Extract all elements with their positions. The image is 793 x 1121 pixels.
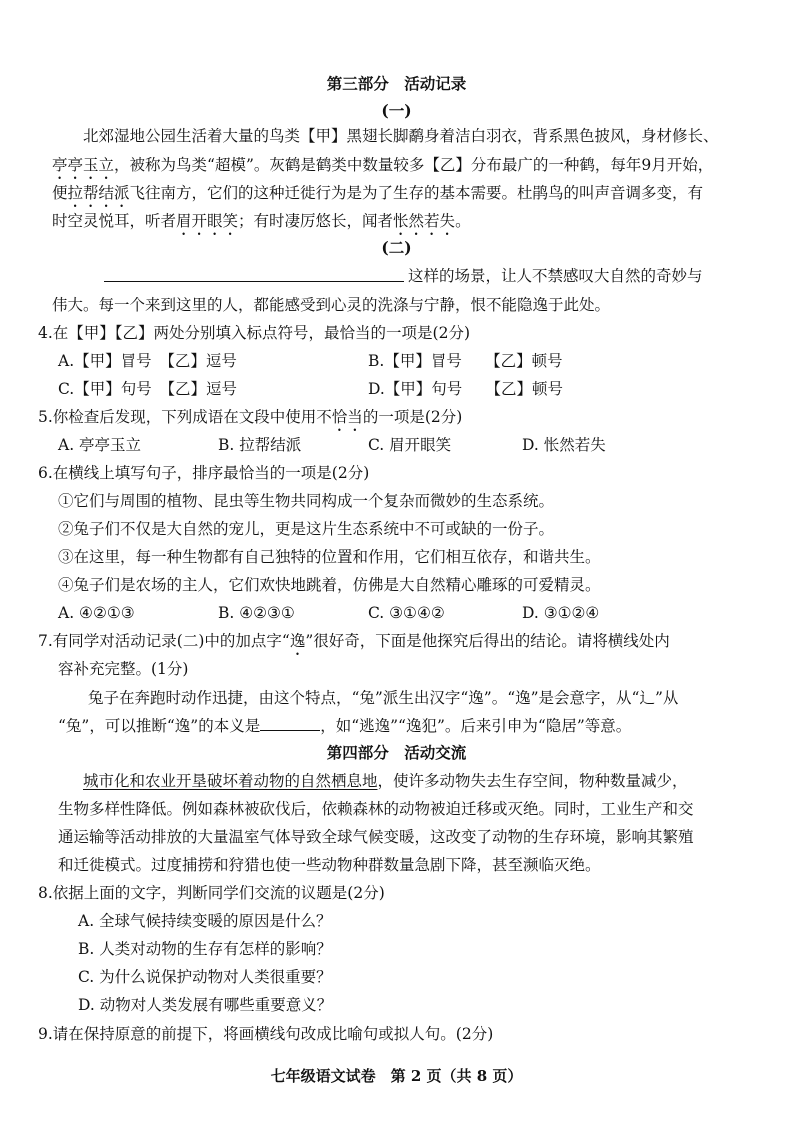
q6-sentence-1: ①它们与周围的植物、昆虫等生物共同构成一个复杂而微妙的生态系统。 (58, 492, 555, 510)
q5-option-b[interactable]: B. 拉帮结派 (218, 436, 302, 454)
q6-option-a[interactable]: A. ④②①③ (58, 604, 135, 622)
q6-sentence-2: ②兔子们不仅是大自然的宠儿，更是这片生态系统中不可或缺的一份子。 (58, 520, 555, 538)
part4-line-4: 和迁徙模式。过度捕捞和狩猎也使一些动物种群数量急剧下降，甚至濒临灭绝。 (58, 856, 601, 874)
q6-option-d[interactable]: D. ③①②④ (522, 604, 600, 622)
q8-option-b[interactable]: B. 人类对动物的生存有怎样的影响？ (78, 940, 332, 958)
q7-answer-blank[interactable] (260, 716, 320, 731)
q8-option-d[interactable]: D. 动物对人类发展有哪些重要意义？ (78, 996, 333, 1014)
q4-option-b[interactable]: B.【甲】冒号 【乙】顿号 (368, 352, 563, 370)
part4-title: 第四部分 活动交流 (326, 743, 467, 762)
q5-option-a[interactable]: A. 亭亭玉立 (58, 436, 142, 454)
passage-one-line-2: 亭亭玉立，被称为鸟类“超模”。灰鹤是鹤类中数量较多【乙】分布最广的一种鹤，每年9月开始， (52, 156, 714, 174)
q6-option-c[interactable]: C. ③①④② (368, 604, 445, 622)
passage-one-line-1: 北郊湿地公园生活着大量的鸟类【甲】黑翅长脚鹬身着洁白羽衣，背系黑色披风，身材修长、 (83, 127, 719, 145)
idiom-meikai: 眉开眼笑 (176, 212, 239, 230)
q4-option-a[interactable]: A.【甲】冒号 【乙】逗号 (58, 352, 237, 370)
q5-option-c[interactable]: C. 眉开眼笑 (368, 436, 452, 454)
passage-two-line-2: 伟大。每一个来到这里的人，都能感受到心灵的洗涤与宁静，恨不能隐逸于此处。 (52, 296, 611, 314)
q6-stem: 6.在横线上填写句子，排序最恰当的一项是(2分) (38, 464, 370, 482)
passage-one-line-3: 便拉帮结派飞往南方，它们的这种迁徙行为是为了生存的基本需要。杜鹃鸟的叫声音调多变，有 (52, 184, 704, 202)
q5-option-d[interactable]: D. 怅然若失 (522, 436, 606, 454)
q7-body-line-2: “兔”，可以推断“逸”的本义是 ，如“逃逸”“逸犯”。后来引申为“隐居”等意。 (58, 717, 632, 735)
q8-stem: 8.依据上面的文字，判断同学们交流的议题是(2分) (38, 884, 385, 902)
part4-line-1: 城市化和农业开垦破坏着动物的自然栖息地，使许多动物失去生存空间，物种数量减少， (83, 772, 688, 790)
passage-two-line-1: 这样的场景，让人不禁感叹大自然的奇妙与 (408, 267, 703, 285)
fill-in-blank-line[interactable] (104, 267, 404, 282)
idiom-tingting: 亭亭玉立 (52, 156, 115, 174)
q7-stem: 7.有同学对活动记录(二)中的加点字“逸”很好奇，下面是他探究后得出的结论。请将横线处内 (38, 632, 670, 650)
part4-line-3: 通运输等活动排放的大量温室气体导致全球气候变暖，这改变了动物的生存环境，影响其繁殖 (58, 828, 694, 846)
q6-sentence-4: ④兔子们是农场的主人，它们欢快地跳着，仿佛是大自然精心雕琢的可爱精灵。 (58, 576, 601, 594)
q7-stem-continued: 容补充完整。(1分) (58, 660, 189, 678)
q6-sentence-3: ③在这里，每一种生物都有自己独特的位置和作用，它们相互依存，和谐共生。 (58, 548, 601, 566)
q6-option-b[interactable]: B. ④②③① (218, 604, 295, 622)
q8-option-a[interactable]: A. 全球气候持续变暖的原因是什么？ (78, 912, 332, 930)
idiom-labang: 拉帮结派 (67, 184, 130, 202)
passage-one-line-4: 时空灵悦耳，听者眉开眼笑；有时凄厉悠长，闻者怅然若失。 (52, 212, 471, 230)
q4-option-d[interactable]: D.【甲】句号 【乙】顿号 (368, 380, 564, 398)
q9-stem: 9.请在保持原意的前提下，将画横线句改成比喻句或拟人句。(2分) (38, 1025, 494, 1043)
section-two-heading: (二) (381, 238, 412, 257)
part4-line-2: 生物多样性降低。例如森林被砍伐后，依赖森林的动物被迫迁移或灭绝。同时，工业生产和交 (58, 800, 694, 818)
q8-option-c[interactable]: C. 为什么说保护动物对人类很重要？ (78, 968, 332, 986)
idiom-changran: 怅然若失 (393, 212, 456, 230)
underlined-sentence: 城市化和农业开垦破坏着动物的自然栖息地 (83, 772, 378, 790)
section-one-heading: (一) (381, 101, 412, 120)
part3-title: 第三部分 活动记录 (326, 74, 467, 93)
q5-stem: 5.你检查后发现，下列成语在文段中使用不恰当的一项是(2分) (38, 408, 463, 426)
page-footer: 七年级语文试卷 第 2 页（共 8 页） (270, 1067, 523, 1085)
q7-body-line-1: 兔子在奔跑时动作迅捷，由这个特点，“兔”派生出汉字“逸”。“逸”是会意字，从“辶”从 (88, 689, 679, 707)
q4-stem: 4.在【甲】【乙】两处分别填入标点符号，最恰当的一项是(2分) (38, 324, 470, 342)
q4-option-c[interactable]: C.【甲】句号 【乙】逗号 (58, 380, 237, 398)
